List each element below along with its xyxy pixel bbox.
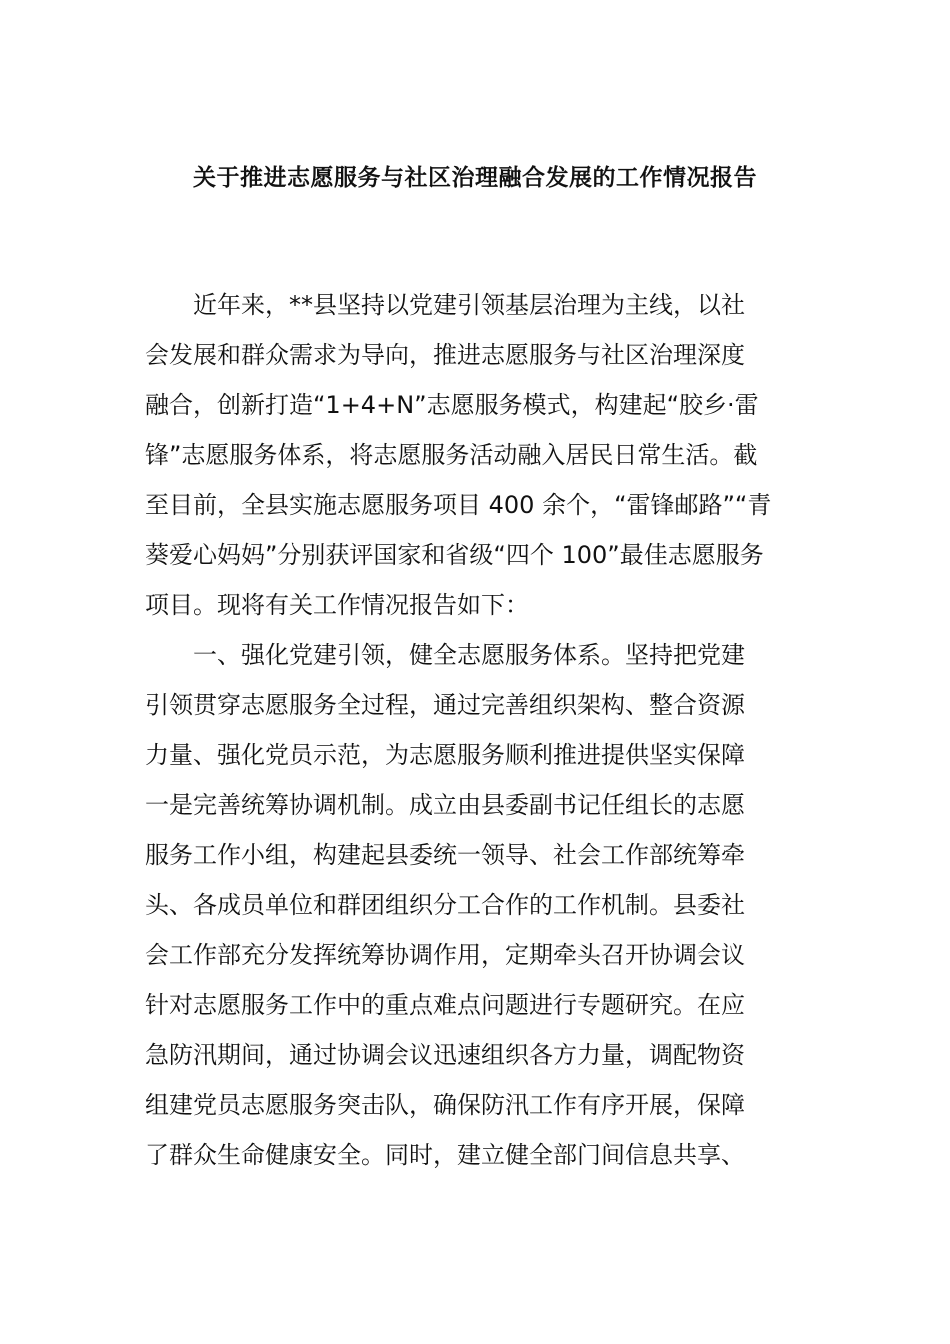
- body-line: 引领贯穿志愿服务全过程，通过完善组织架构、整合资源: [145, 691, 745, 719]
- body-line: 服务工作小组，构建起县委统一领导、社会工作部统筹牵: [145, 841, 745, 869]
- body-line: 头、各成员单位和群团组织分工合作的工作机制。县委社: [145, 891, 745, 919]
- body-line: 葵爱心妈妈”分别获评国家和省级“四个 100”最佳志愿服务: [145, 541, 764, 569]
- document-title: 关于推进志愿服务与社区治理融合发展的工作情况报告: [193, 165, 757, 191]
- body-line: 会发展和群众需求为导向，推进志愿服务与社区治理深度: [145, 341, 745, 369]
- body-line: 一、强化党建引领，健全志愿服务体系。坚持把党建: [193, 641, 745, 669]
- body-line: 锋”志愿服务体系，将志愿服务活动融入居民日常生活。截: [145, 441, 758, 469]
- body-line: 针对志愿服务工作中的重点难点问题进行专题研究。在应: [145, 991, 745, 1019]
- body-line: 一是完善统筹协调机制。成立由县委副书记任组长的志愿: [145, 791, 745, 819]
- body-line: 近年来，**县坚持以党建引领基层治理为主线，以社: [193, 291, 745, 319]
- document-body: [145, 280, 810, 1180]
- body-line: 急防汛期间，通过协调会议迅速组织各方力量，调配物资: [145, 1041, 745, 1069]
- body-line: 至目前，全县实施志愿服务项目 400 余个，“雷锋邮路”“青: [145, 491, 772, 519]
- body-line: 融合，创新打造“1+4+N”志愿服务模式，构建起“胶乡·雷: [145, 391, 759, 419]
- body-line: 项目。现将有关工作情况报告如下：: [145, 591, 529, 619]
- body-line: 力量、强化党员示范，为志愿服务顺利推进提供坚实保障: [145, 741, 745, 769]
- body-line: 会工作部充分发挥统筹协调作用，定期牵头召开协调会议: [145, 941, 745, 969]
- body-line: 了群众生命健康安全。同时，建立健全部门间信息共享、: [145, 1141, 745, 1169]
- body-line: 组建党员志愿服务突击队，确保防汛工作有序开展，保障: [145, 1091, 745, 1119]
